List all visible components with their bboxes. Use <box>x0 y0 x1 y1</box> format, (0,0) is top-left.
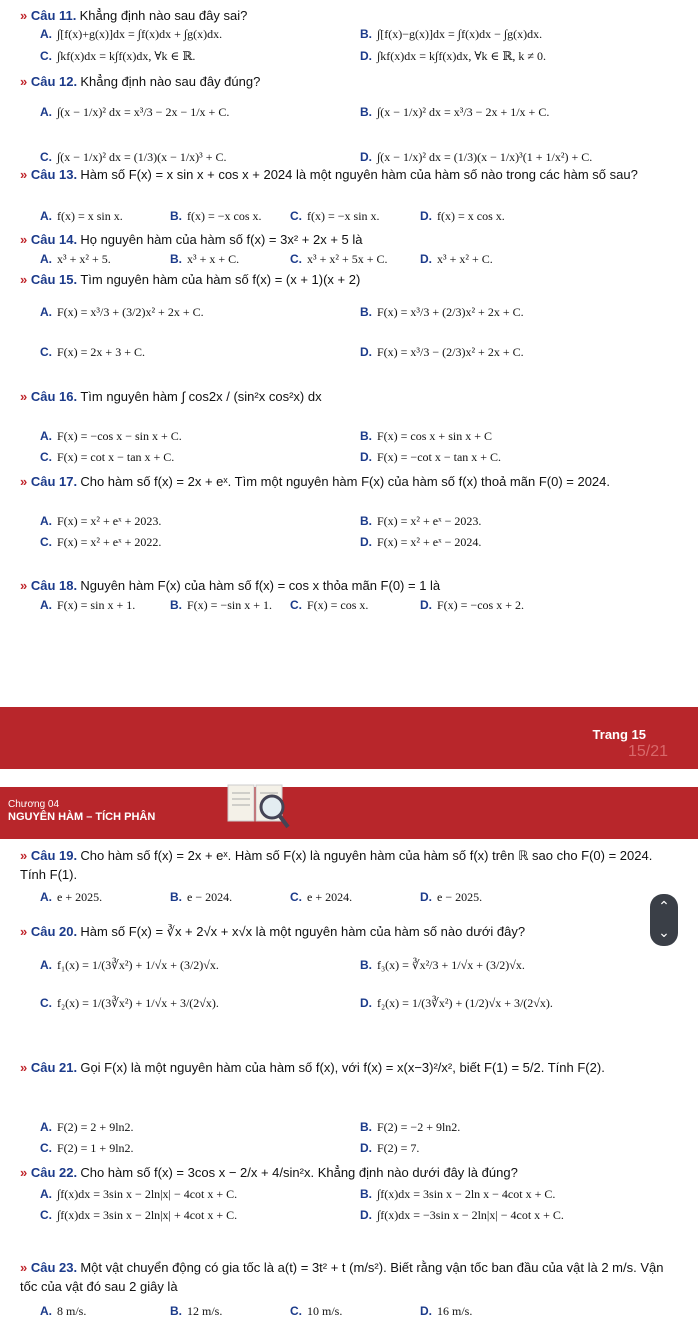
question-stem: Họ nguyên hàm của hàm số f(x) = 3x² + 2x + 5 là <box>80 232 363 247</box>
answer-option[interactable] <box>40 596 135 615</box>
question-number: Câu 13. <box>30 167 78 182</box>
answer-option-text: e + 2024. <box>307 890 353 904</box>
question-bullet: » <box>20 232 31 247</box>
question-bullet: » <box>20 272 31 287</box>
answer-option[interactable] <box>420 207 505 226</box>
answer-option-text: f(x) = −x cos x. <box>187 209 262 223</box>
question-bullet: » <box>20 848 31 863</box>
answer-option-key: A. <box>40 890 52 904</box>
question-stem: Cho hàm số f(x) = 2x + eˣ. Hàm số F(x) là nguyên hàm của hàm số f(x) trên ℝ sao cho F(0) = 2024. Tính F(1). <box>20 848 653 882</box>
question-block <box>20 1058 680 1155</box>
answer-option-text: f₂(x) = 1/(3∛x²) + 1/√x + 3/(2√x). <box>57 996 219 1010</box>
answer-option-key: D. <box>360 1141 372 1155</box>
answer-option[interactable] <box>420 888 482 907</box>
answer-option-key: C. <box>40 49 52 63</box>
answer-option-text: ∫[f(x)+g(x)]dx = ∫f(x)dx + ∫g(x)dx. <box>57 27 223 41</box>
answer-option[interactable] <box>290 250 388 269</box>
answer-option-key: B. <box>360 1120 372 1134</box>
question-block <box>20 387 680 464</box>
question-block <box>20 230 680 266</box>
answer-option[interactable] <box>360 1139 419 1158</box>
answer-option-text: 8 m/s. <box>57 1304 87 1318</box>
question-number: Câu 16. <box>30 389 78 404</box>
scroll-up-button[interactable]: ⌃ <box>650 894 678 920</box>
answer-option[interactable] <box>360 448 501 467</box>
answer-option[interactable] <box>360 1185 555 1204</box>
question-block <box>20 270 680 359</box>
answer-option-text: f(x) = x sin x. <box>57 209 123 223</box>
chapter-number: Chương 04 <box>8 799 60 810</box>
answer-option[interactable] <box>40 1206 237 1225</box>
answer-option-text: ∫(x − 1/x)² dx = x³/3 − 2x + 1/x + C. <box>377 105 550 119</box>
chapter-title: NGUYÊN HÀM – TÍCH PHÂN <box>8 811 156 823</box>
answer-option[interactable] <box>40 427 182 446</box>
answer-option-key: B. <box>170 209 182 223</box>
answer-option-key: A. <box>40 1304 52 1318</box>
answer-option-key: C. <box>40 345 52 359</box>
answer-option[interactable] <box>40 1185 237 1204</box>
answer-option-key: B. <box>360 305 372 319</box>
answer-option-key: B. <box>360 105 372 119</box>
question-stem: Nguyên hàm F(x) của hàm số f(x) = cos x thỏa mãn F(0) = 1 là <box>80 578 441 593</box>
answer-option[interactable] <box>40 25 222 44</box>
answer-option[interactable] <box>40 448 174 467</box>
question-block <box>20 72 680 164</box>
answer-option-key: C. <box>40 535 52 549</box>
question-stem-line <box>20 576 680 595</box>
answer-option[interactable] <box>40 1302 86 1321</box>
answer-option-text: F(x) = cot x − tan x + C. <box>57 450 175 464</box>
answer-option[interactable] <box>40 103 229 122</box>
question-number: Câu 14. <box>30 232 78 247</box>
question-number: Câu 12. <box>30 74 78 89</box>
answer-option-text: x³ + x² + C. <box>437 252 493 266</box>
answer-option-text: 12 m/s. <box>187 1304 223 1318</box>
question-block <box>20 1163 680 1222</box>
question-stem: Gọi F(x) là một nguyên hàm của hàm số f(x), với f(x) = x(x−3)²/x², biết F(1) = 5/2. Tính F(2). <box>80 1060 605 1075</box>
answer-option[interactable] <box>170 207 262 226</box>
question-number: Câu 11. <box>30 8 77 23</box>
answer-option-text: 16 m/s. <box>437 1304 473 1318</box>
answer-option[interactable] <box>360 103 549 122</box>
answer-option-key: A. <box>40 429 52 443</box>
answer-option-text: f₃(x) = ∛x²/3 + 1/√x + (3/2)√x. <box>377 958 525 972</box>
question-block <box>20 576 680 612</box>
question-number: Câu 19. <box>30 848 78 863</box>
answer-option[interactable] <box>360 343 524 362</box>
answer-option-key: B. <box>360 429 372 443</box>
answer-option-key: D. <box>360 345 372 359</box>
answer-option-key: C. <box>40 1141 52 1155</box>
question-number: Câu 23. <box>30 1260 78 1275</box>
question-bullet: » <box>20 1060 31 1075</box>
answer-option-key: A. <box>40 252 52 266</box>
answer-option-text: F(x) = x² + eˣ − 2024. <box>377 535 482 549</box>
answer-option-key: D. <box>360 535 372 549</box>
answer-option-text: e + 2025. <box>57 890 103 904</box>
question-stem: Tìm nguyên hàm của hàm số f(x) = (x + 1)(x + 2) <box>80 272 361 287</box>
answer-option-key: B. <box>360 27 372 41</box>
answer-option-text: F(x) = sin x + 1. <box>57 598 136 612</box>
answer-option-key: B. <box>360 1187 372 1201</box>
question-stem: Một vật chuyển động có gia tốc là a(t) = 3t² + t (m/s²). Biết rằng vận tốc ban đầu của vật là 2 m/s. Vận tốc của vật đó sau 2 giây là <box>20 1260 664 1294</box>
answer-option[interactable] <box>360 1118 460 1137</box>
chapter-header-bar <box>0 787 698 839</box>
answer-option-key: D. <box>360 450 372 464</box>
answer-option-key: A. <box>40 105 52 119</box>
answer-option-text: ∫(x − 1/x)² dx = (1/3)(x − 1/x)³(1 + 1/x²) + C. <box>377 150 593 164</box>
answer-option[interactable] <box>170 888 232 907</box>
question-bullet: » <box>20 8 31 23</box>
answer-option-text: F(x) = x³/3 − (2/3)x² + 2x + C. <box>377 345 524 359</box>
page-number-label: Trang 15 <box>592 727 646 742</box>
question-block <box>20 165 680 223</box>
answer-option-text: F(x) = x² + eˣ − 2023. <box>377 514 482 528</box>
question-number: Câu 21. <box>30 1060 78 1075</box>
answer-option-text: f(x) = x cos x. <box>437 209 505 223</box>
answer-option[interactable] <box>40 303 204 322</box>
answer-option-key: A. <box>40 305 52 319</box>
question-stem-line <box>20 1258 680 1296</box>
question-stem: Hàm số F(x) = ∛x + 2√x + x√x là một nguyên hàm của hàm số nào dưới đây? <box>80 924 526 939</box>
answer-option-key: B. <box>360 514 372 528</box>
answer-option[interactable] <box>290 1302 342 1321</box>
question-stem-line <box>20 72 680 91</box>
question-stem-line <box>20 922 680 941</box>
question-stem: Cho hàm số f(x) = 2x + eˣ. Tìm một nguyên hàm F(x) của hàm số f(x) thoả mãn F(0) = 2024. <box>80 474 610 489</box>
answer-option-text: F(2) = 2 + 9ln2. <box>57 1120 134 1134</box>
answer-option-text: F(x) = −sin x + 1. <box>187 598 272 612</box>
answer-option-text: F(x) = x³/3 + (3/2)x² + 2x + C. <box>57 305 204 319</box>
answer-option-text: f(x) = −x sin x. <box>307 209 380 223</box>
answer-option-key: C. <box>40 996 52 1010</box>
answer-option-text: ∫(x − 1/x)² dx = x³/3 − 2x − 1/x + C. <box>57 105 230 119</box>
question-number: Câu 22. <box>30 1165 78 1180</box>
answer-option-text: ∫f(x)dx = 3sin x − 2ln x − 4cot x + C. <box>377 1187 556 1201</box>
answer-option[interactable] <box>170 250 239 269</box>
answer-option-text: F(x) = 2x + 3 + C. <box>57 345 145 359</box>
answer-option[interactable] <box>360 1206 564 1225</box>
answer-option[interactable] <box>360 427 492 446</box>
answer-option-key: D. <box>360 1208 372 1222</box>
answer-option-text: F(2) = 7. <box>377 1141 420 1155</box>
answer-option[interactable] <box>170 596 272 615</box>
answer-option[interactable] <box>360 47 546 66</box>
answer-option-key: D. <box>360 150 372 164</box>
answer-option-text: F(x) = cos x + sin x + C <box>377 429 492 443</box>
answer-option-text: F(x) = x² + eˣ + 2022. <box>57 535 162 549</box>
answer-option-key: B. <box>360 958 372 972</box>
answer-option-key: C. <box>290 209 302 223</box>
question-block <box>20 472 680 549</box>
answer-option[interactable] <box>40 343 145 362</box>
question-stem-line <box>20 472 680 491</box>
answer-option-text: F(2) = −2 + 9ln2. <box>377 1120 461 1134</box>
answer-option-text: x³ + x + C. <box>187 252 240 266</box>
answer-option-text: ∫(x − 1/x)² dx = (1/3)(x − 1/x)³ + C. <box>57 150 227 164</box>
question-bullet: » <box>20 167 31 182</box>
answer-option[interactable] <box>360 512 481 531</box>
answer-option-text: F(x) = x² + eˣ + 2023. <box>57 514 162 528</box>
answer-option-key: A. <box>40 598 52 612</box>
answer-option-text: f₁(x) = 1/(3∛x²) + 1/√x + (3/2)√x. <box>57 958 219 972</box>
question-bullet: » <box>20 474 31 489</box>
answer-option[interactable] <box>40 1118 134 1137</box>
answer-option-text: F(x) = −cos x + 2. <box>437 598 524 612</box>
question-stem-line <box>20 1163 680 1182</box>
answer-option-text: F(2) = 1 + 9ln2. <box>57 1141 134 1155</box>
answer-option-key: D. <box>360 49 372 63</box>
answer-option-text: F(x) = x³/3 + (2/3)x² + 2x + C. <box>377 305 524 319</box>
answer-option-key: C. <box>40 450 52 464</box>
answer-option-text: ∫kf(x)dx = k∫f(x)dx, ∀k ∈ ℝ. <box>57 49 196 63</box>
answer-option-text: F(x) = cos x. <box>307 598 369 612</box>
answer-option-key: A. <box>40 209 52 223</box>
answer-option-key: C. <box>290 1304 302 1318</box>
answer-option-text: ∫f(x)dx = −3sin x − 2ln|x| − 4cot x + C. <box>377 1208 564 1222</box>
answer-option[interactable] <box>360 303 524 322</box>
answer-option-text: F(x) = −cot x − tan x + C. <box>377 450 502 464</box>
answer-option-key: C. <box>40 1208 52 1222</box>
answer-option-key: B. <box>170 1304 182 1318</box>
question-bullet: » <box>20 389 31 404</box>
question-bullet: » <box>20 578 31 593</box>
question-block <box>20 922 680 1010</box>
answer-option-key: D. <box>420 252 432 266</box>
answer-option[interactable] <box>290 888 352 907</box>
question-stem-line <box>20 846 680 884</box>
question-number: Câu 15. <box>30 272 78 287</box>
answer-option[interactable] <box>40 1139 134 1158</box>
question-stem-line <box>20 165 680 184</box>
question-stem: Khẳng định nào sau đây đúng? <box>80 74 261 89</box>
answer-option[interactable] <box>360 956 525 975</box>
page-counter-ghost: 15/21 <box>627 743 668 760</box>
answer-option-text: F(x) = −cos x − sin x + C. <box>57 429 182 443</box>
question-number: Câu 17. <box>30 474 78 489</box>
answer-option-key: A. <box>40 958 52 972</box>
answer-option-text: f₂(x) = 1/(3∛x²) + (1/2)√x + 3/(2√x). <box>377 996 553 1010</box>
answer-option-key: A. <box>40 514 52 528</box>
question-stem: Khẳng định nào sau đây sai? <box>79 8 248 23</box>
question-stem-line <box>20 387 680 406</box>
question-bullet: » <box>20 1260 31 1275</box>
question-block <box>20 846 680 904</box>
answer-option[interactable] <box>360 25 542 44</box>
chapter-heading <box>8 799 155 823</box>
answer-option[interactable] <box>40 47 195 66</box>
question-number: Câu 18. <box>30 578 78 593</box>
answer-option-key: C. <box>290 598 302 612</box>
answer-option[interactable] <box>420 596 524 615</box>
answer-option-text: ∫f(x)dx = 3sin x − 2ln|x| + 4cot x + C. <box>57 1208 238 1222</box>
answer-option-key: B. <box>170 252 182 266</box>
answer-option-text: ∫[f(x)−g(x)]dx = ∫f(x)dx − ∫g(x)dx. <box>377 27 543 41</box>
answer-option-key: B. <box>170 890 182 904</box>
question-number: Câu 20. <box>30 924 78 939</box>
answer-option[interactable] <box>290 596 368 615</box>
question-stem: Tìm nguyên hàm ∫ cos2x / (sin²x cos²x) dx <box>80 389 322 404</box>
answer-option-text: ∫f(x)dx = 3sin x − 2ln|x| − 4cot x + C. <box>57 1187 238 1201</box>
answer-option[interactable] <box>420 250 493 269</box>
question-stem-line <box>20 270 680 289</box>
answer-option[interactable] <box>40 888 102 907</box>
book-magnifier-icon <box>222 777 292 837</box>
answer-option-text: x³ + x² + 5x + C. <box>307 252 388 266</box>
question-stem: Hàm số F(x) = x sin x + cos x + 2024 là một nguyên hàm của hàm số nào trong các hàm số sau? <box>80 167 638 182</box>
answer-option[interactable] <box>420 1302 472 1321</box>
question-bullet: » <box>20 924 31 939</box>
answer-option[interactable] <box>40 956 219 975</box>
question-bullet: » <box>20 74 31 89</box>
answer-option-text: x³ + x² + 5. <box>57 252 111 266</box>
question-stem: Cho hàm số f(x) = 3cos x − 2/x + 4/sin²x. Khẳng định nào dưới đây là đúng? <box>80 1165 518 1180</box>
question-bullet: » <box>20 1165 31 1180</box>
answer-option[interactable] <box>360 994 553 1013</box>
page-footer-bar <box>0 707 698 769</box>
answer-option[interactable] <box>290 207 380 226</box>
answer-option[interactable] <box>40 512 161 531</box>
answer-option-text: e − 2025. <box>437 890 483 904</box>
answer-option-key: C. <box>40 150 52 164</box>
answer-option[interactable] <box>40 994 219 1013</box>
answer-option[interactable] <box>170 1302 222 1321</box>
answer-option-key: A. <box>40 1187 52 1201</box>
answer-option[interactable] <box>360 533 481 552</box>
answer-option-key: D. <box>420 1304 432 1318</box>
answer-option-key: B. <box>170 598 182 612</box>
answer-option-key: A. <box>40 27 52 41</box>
scroll-down-button[interactable]: ⌄ <box>650 920 678 946</box>
answer-option-key: D. <box>420 598 432 612</box>
answer-option-key: A. <box>40 1120 52 1134</box>
answer-option-key: C. <box>290 890 302 904</box>
answer-option-key: D. <box>420 209 432 223</box>
answer-option-key: C. <box>290 252 302 266</box>
question-stem-line <box>20 1058 680 1077</box>
answer-option-key: D. <box>360 996 372 1010</box>
answer-option-key: D. <box>420 890 432 904</box>
question-block <box>20 6 680 63</box>
answer-option-text: e − 2024. <box>187 890 233 904</box>
answer-option[interactable] <box>40 533 161 552</box>
question-stem-line <box>20 230 680 249</box>
answer-option[interactable] <box>40 207 123 226</box>
question-stem-line <box>20 6 680 25</box>
answer-option-text: ∫kf(x)dx = k∫f(x)dx, ∀k ∈ ℝ, k ≠ 0. <box>377 49 547 63</box>
answer-option[interactable] <box>40 250 111 269</box>
question-block <box>20 1258 680 1318</box>
answer-option-text: 10 m/s. <box>307 1304 343 1318</box>
